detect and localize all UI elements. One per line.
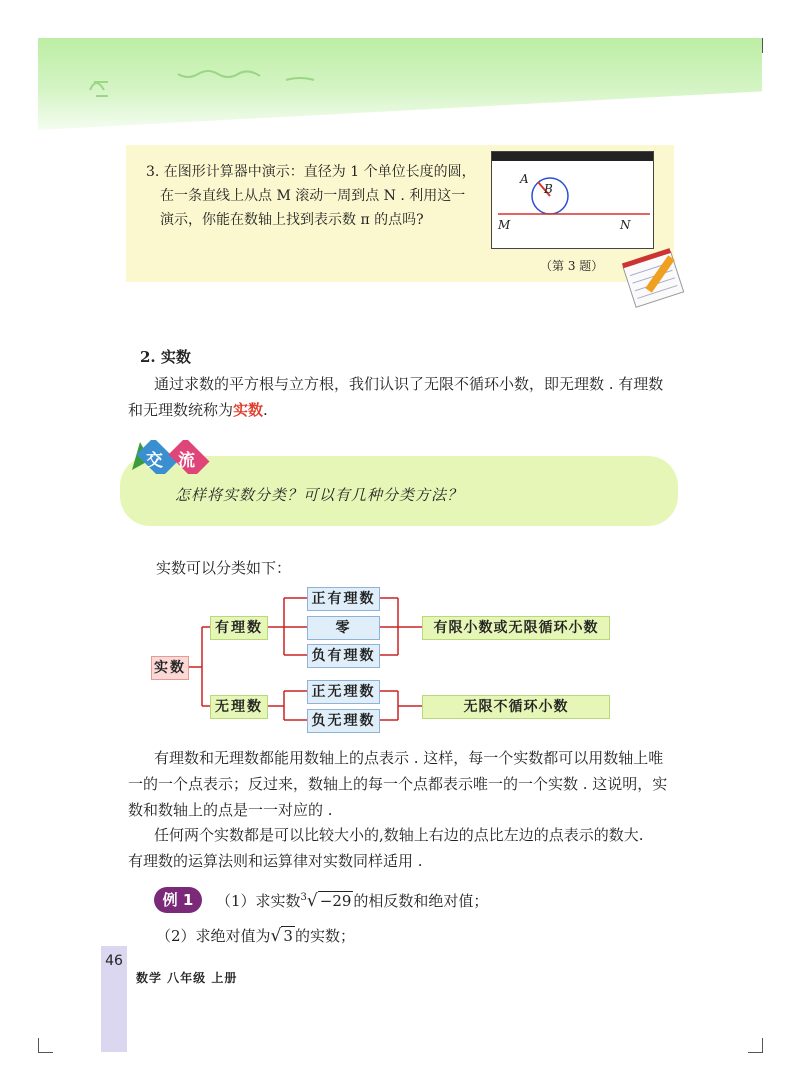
paragraph-number-line: 有理数和无理数都能用数轴上的点表示 . 这样，每一个实数都可以用数轴上唯一的一个点表示；反过来，数轴上的每一个点都表示唯一的一个实数 . 这说明，实数和数轴上的点是一一对应的 . — [128, 749, 668, 819]
class-negative-rational: 负有理数 — [307, 644, 380, 668]
paragraph-comparison — [128, 822, 668, 874]
radical-sign-icon-2: √ — [270, 926, 282, 946]
classification-intro: 实数可以分类如下： — [156, 559, 292, 577]
class-rational-description: 有限小数或无限循环小数 — [422, 616, 610, 640]
term-real-number: 实数 — [233, 401, 264, 419]
badge-char-2: 流 — [178, 451, 195, 471]
q1-prefix: （1）求实数 — [216, 892, 301, 910]
class-irrational: 无理数 — [210, 695, 268, 719]
section-title: 2. 实数 — [140, 348, 191, 366]
intro-text: 通过求数的平方根与立方根，我们认识了无限不循环小数，即无理数 . 有理数和无理数统称为 — [128, 375, 664, 419]
book-title: 数学 八年级 上册 — [136, 971, 238, 985]
paragraph-comparison-line-1: 任何两个实数都是可以比较大小的,数轴上右边的点比左边的点表示的数大. — [154, 826, 644, 844]
radical-sign-icon: √ — [306, 891, 318, 911]
class-irrational-description: 无限不循环小数 — [422, 695, 610, 719]
label-b: B — [544, 182, 553, 196]
q1-radicand: −29 — [319, 892, 352, 910]
badge-char-1: 交 — [146, 451, 163, 471]
q2-suffix: 的实数； — [294, 927, 355, 945]
problem-line-1: 3. 在图形计算器中演示：直径为 1 个单位长度的圆， — [146, 164, 476, 180]
label-n: N — [620, 218, 631, 232]
page-number: 46 — [105, 953, 123, 969]
example-question-1 — [216, 890, 488, 911]
class-zero: 零 — [307, 616, 380, 640]
class-positive-irrational: 正无理数 — [307, 680, 380, 704]
q2-prefix: （2）求绝对值为 — [156, 927, 271, 945]
label-m: M — [498, 218, 511, 232]
class-negative-irrational: 负无理数 — [307, 709, 380, 733]
example-badge: 例 1 — [154, 887, 202, 913]
paragraph-comparison-line-2: 有理数的运算法则和运算律对实数同样适用 . — [128, 852, 423, 870]
class-real-number: 实数 — [151, 656, 189, 680]
label-a: A — [520, 172, 529, 186]
problem-line-2: 在一条直线上从点 M 滚动一周到点 N . 利用这一 — [160, 188, 466, 204]
problem-line-3: 演示，你能在数轴上找到表示数 π 的点吗? — [160, 212, 424, 228]
class-positive-rational: 正有理数 — [307, 587, 380, 611]
figure-caption: （第 3 题） — [540, 259, 604, 273]
q1-suffix: 的相反数和绝对值； — [353, 892, 489, 910]
q2-radicand: 3 — [283, 927, 293, 945]
discussion-question: 怎样将实数分类？可以有几种分类方法？ — [175, 486, 464, 504]
q1-root-index: 3 — [300, 892, 307, 903]
example-question-2 — [156, 925, 355, 946]
intro-end: . — [263, 401, 268, 419]
class-rational: 有理数 — [210, 616, 268, 640]
